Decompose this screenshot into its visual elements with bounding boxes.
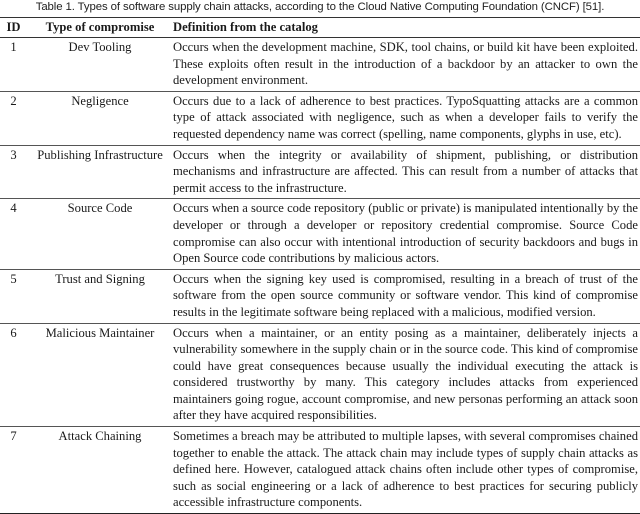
table-row <box>0 38 640 92</box>
row-type: Source Code <box>67 201 133 216</box>
row-definition: Occurs when the signing key used is compromised, resulting in a breach of trust of the software from the open source community or software vendor. This kind of compromise results in the legitimate software being replaced with a malicious, modified version. <box>173 271 638 319</box>
row-definition: Occurs when the integrity or availability of shipment, publishing, or distribution mechanisms and infrastructure are affected. This can result from a number of attacks that permit access to the infrastructure. <box>173 147 638 195</box>
row-type: Dev Tooling <box>68 40 132 54</box>
row-type: Trust and Signing <box>55 271 145 286</box>
row-id: 4 <box>10 201 17 216</box>
attack-types-table <box>0 17 640 514</box>
row-id: 5 <box>10 271 17 286</box>
table-row <box>0 199 640 269</box>
table-body <box>0 38 640 514</box>
table-header <box>0 18 640 38</box>
table-row <box>0 91 640 145</box>
table-row <box>0 145 640 199</box>
header-type: Type of compromise <box>45 20 155 35</box>
row-id: 6 <box>10 325 17 340</box>
row-definition: Occurs when a maintainer, or an entity posing as a maintainer, deliberately injects a vulnerability somewhere in the supply chain or in the source code. This kind of compromise could have great consequences because usually the individual executing the attack is considered trustworthy by many. This category includes attacks from experienced maintainers going rogue, account compromise, and new personas performing an attack soon after they have acquired responsibilities. <box>173 325 638 423</box>
header-row <box>0 18 640 38</box>
table-row <box>0 427 640 514</box>
row-type: Attack Chaining <box>58 429 142 444</box>
row-definition: Occurs when the development machine, SDK, tool chains, or build kit have been exploited. These exploits often result in the introduction of a backdoor by an attacker to own the development environment. <box>173 40 638 88</box>
row-id: 1 <box>10 40 17 54</box>
row-type: Publishing Infrastructure <box>37 147 163 162</box>
table-row <box>0 323 640 427</box>
row-id: 3 <box>10 147 17 162</box>
row-type: Negligence <box>71 93 129 108</box>
table-caption: Table 1. Types of software supply chain attacks, according to the Cloud Native Computing Foundation (CNCF) [51]. <box>35 1 605 13</box>
table-row <box>0 269 640 323</box>
row-definition: Occurs due to a lack of adherence to best practices. TypoSquatting attacks are a common type of attack associated with negligence, such as when a developer fails to verify the requested dependency name was correct (spelling, name components, glyphs in use, etc). <box>173 93 638 141</box>
row-type: Malicious Maintainer <box>45 325 155 340</box>
header-definition: Definition from the catalog <box>173 20 318 35</box>
row-definition: Occurs when a source code repository (public or private) is manipulated intentionally by the developer or through a developer or repository credential compromise. Source Code compromise can also occur with intentional introduction of security backdoors and bugs in Open Source code contributions by malicious actors. <box>173 201 638 266</box>
row-definition: Sometimes a breach may be attributed to multiple lapses, with several compromises chained together to enable the attack. The attack chain may include types of supply chain attacks as defined here. However, catalogued attack chains often include other types of compromise, such as social engineering or a lack of adherence to best practices for securing publicly accessible infrastructure components. <box>173 429 638 510</box>
row-id: 7 <box>10 429 17 444</box>
header-id: ID <box>6 20 21 35</box>
row-id: 2 <box>10 93 17 108</box>
